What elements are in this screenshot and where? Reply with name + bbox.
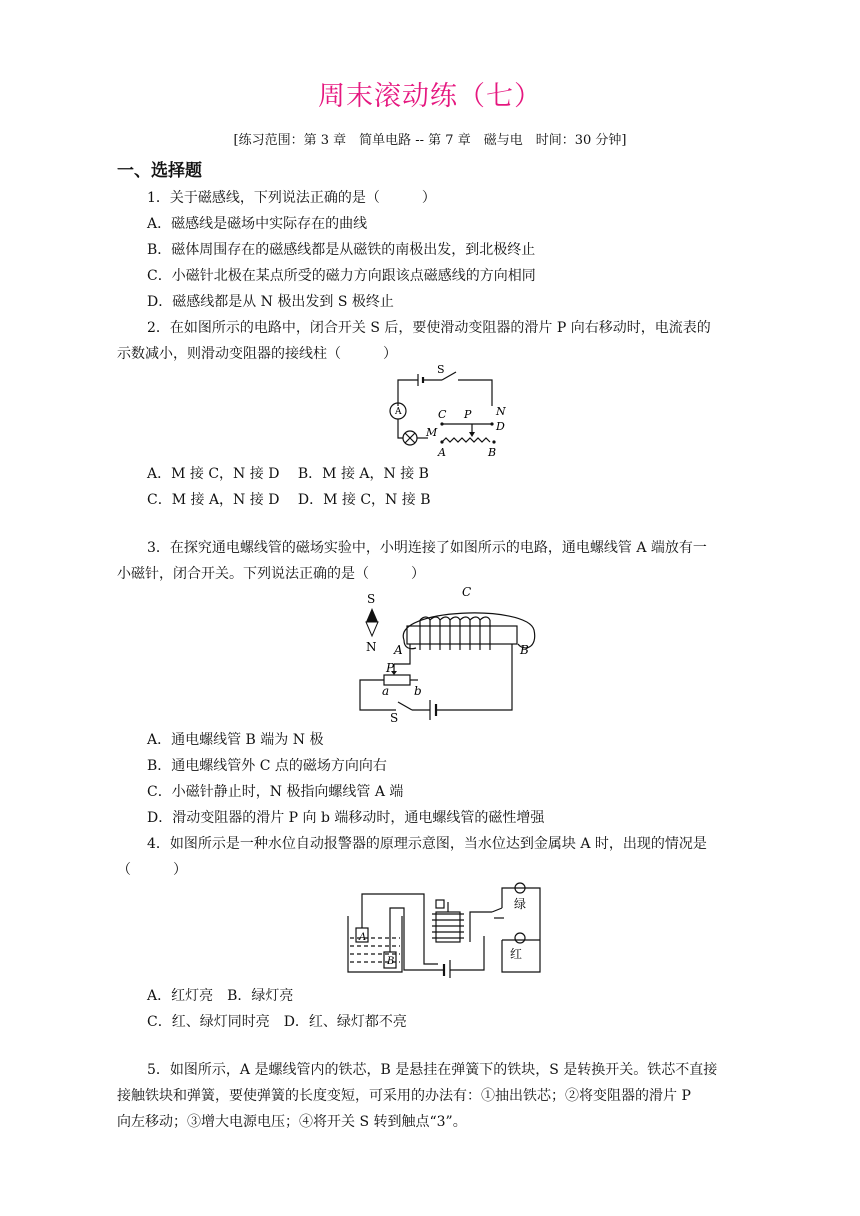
question-1-stem: 1．关于磁感线，下列说法正确的是（ ） [147,190,436,206]
page-title: 周末滚动练（七） [318,81,542,112]
q4-label-green: 绿 [514,897,527,911]
exercise-range: [练习范围：第 3 章 简单电路 -- 第 7 章 磁与电 时间：30 分钟] [233,133,627,148]
q4-label-red: 红 [510,947,523,961]
q2-label-m: M [426,426,438,439]
question-1-option-b: B．磁体周围存在的磁感线都是从磁铁的南极出发，到北极终止 [147,242,536,258]
question-2-stem-cont: 示数减小，则滑动变阻器的接线柱（ ） [117,346,397,362]
question-2-stem: 2．在如图所示的电路中，闭合开关 S 后，要使滑动变阻器的滑片 P 向右移动时，电流表的 [147,320,711,336]
question-2-circuit-diagram [380,362,520,462]
question-5-line-1: 5．如图所示，A 是螺线管内的铁芯，B 是悬挂在弹簧下的铁块，S 是转换开关。铁芯不直接 [147,1062,718,1078]
question-5-line-3: 向左移动；③增大电源电压；④将开关 S 转到触点“3”。 [117,1114,467,1130]
question-1-option-d: D．磁感线都是从 N 极出发到 S 极终止 [147,294,394,310]
q2-label-s: S [437,363,445,376]
question-3-option-a: A．通电螺线管 B 端为 N 极 [147,732,324,748]
q3-label-b: B [520,643,529,657]
q2-label-n: N [496,405,506,418]
q2-label-ammeter: A [395,407,402,417]
question-4-options-ab: A．红灯亮 B．绿灯亮 [147,988,294,1004]
q4-label-a: A [359,932,367,943]
question-4-options-cd: C．红、绿灯同时亮 D．红、绿灯都不亮 [147,1014,407,1030]
question-3-solenoid-diagram [352,582,542,722]
q2-label-c: C [438,408,447,421]
question-4-stem: 4．如图所示是一种水位自动报警器的原理示意图，当水位达到金属块 A 时，出现的情况是 [147,836,707,852]
question-4-alarm-diagram [344,878,550,978]
q3-label-la: a [382,684,390,698]
q3-label-switch: S [390,711,399,722]
question-3-option-d: D．滑动变阻器的滑片 P 向 b 端移动时，通电螺线管的磁性增强 [147,810,545,826]
question-1-option-c: C．小磁针北极在某点所受的磁力方向跟该点磁感线的方向相同 [147,268,536,284]
q3-label-s: S [367,592,376,606]
question-5-line-2: 接触铁块和弹簧，要使弹簧的长度变短，可采用的办法有：①抽出铁芯；②将变阻器的滑片 P [117,1088,691,1104]
q3-label-a: A [394,643,403,657]
question-3-option-b: B．通电螺线管外 C 点的磁场方向向右 [147,758,387,774]
question-3-option-c: C．小磁针静止时，N 极指向螺线管 A 端 [147,784,404,800]
q3-label-c: C [462,585,472,599]
q4-label-b: B [387,956,395,967]
question-4-stem-cont: （ ） [117,862,187,878]
question-3-stem-cont: 小磁针，闭合开关。下列说法正确的是（ ） [117,566,425,582]
q3-label-p: P [386,661,395,675]
q2-label-d: D [496,420,505,433]
question-3-stem: 3．在探究通电螺线管的磁场实验中，小明连接了如图所示的电路，通电螺线管 A 端放有一 [147,540,707,556]
q2-label-p: P [464,408,472,421]
section-heading: 一、选择题 [117,161,202,181]
question-1-option-a: A．磁感线是磁场中实际存在的曲线 [147,216,368,232]
q3-label-lb: b [414,684,422,698]
q3-label-n: N [366,640,377,654]
question-2-options-cd: C．M 接 A，N 接 D D．M 接 C，N 接 B [147,492,431,508]
question-2-options-ab: A．M 接 C，N 接 D B．M 接 A，N 接 B [147,466,429,482]
q2-label-rb: B [488,446,497,459]
q2-label-ra: A [438,446,446,459]
